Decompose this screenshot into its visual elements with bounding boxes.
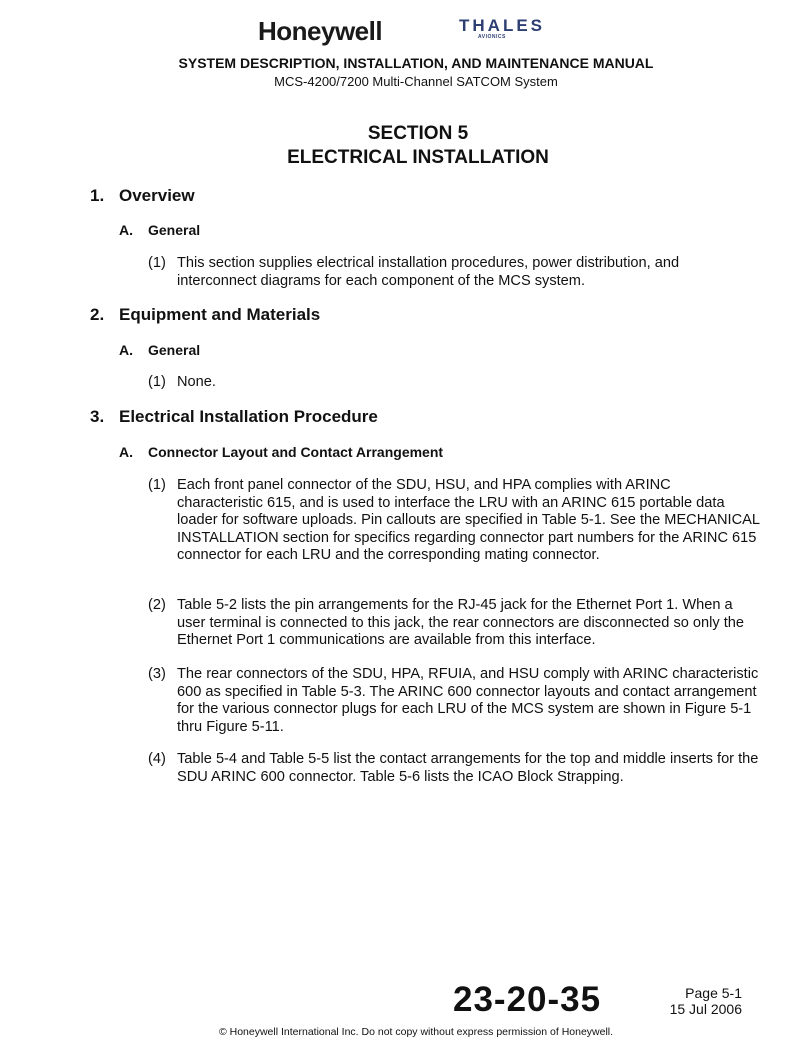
subheading-letter: A.	[119, 444, 133, 460]
paragraph-number: (2)	[148, 597, 166, 613]
heading-text: Equipment and Materials	[119, 305, 321, 324]
subheading-letter: A.	[119, 342, 133, 358]
paragraph-number: (1)	[148, 374, 166, 390]
heading-text: Electrical Installation Procedure	[119, 407, 378, 426]
document-code: 23-20-35	[453, 980, 602, 1019]
subheading-text: General	[148, 222, 201, 238]
page-number: Page 5-1	[685, 985, 742, 1001]
paragraph-text: Table 5-4 and Table 5-5 list the contact arrangements for the top and middle inserts for the SDU ARINC 600 connector. Table 5-6 lists the ICAO Block Strapping.	[177, 751, 759, 785]
heading-number: 2.	[90, 305, 105, 324]
paragraph-overview-1	[148, 255, 760, 290]
paragraph-number: (1)	[148, 255, 166, 271]
subheading-text: General	[148, 342, 201, 358]
honeywell-logo: Honeywell	[258, 16, 383, 46]
thales-logo-subtext: AVIONICS	[478, 34, 506, 40]
manual-subtitle: MCS-4200/7200 Multi-Channel SATCOM System	[274, 74, 558, 89]
subheading-text: Connector Layout and Contact Arrangement	[148, 444, 444, 460]
section-title: ELECTRICAL INSTALLATION	[287, 147, 549, 168]
paragraph-number: (4)	[148, 751, 166, 767]
paragraph-text: The rear connectors of the SDU, HPA, RFUIA, and HSU comply with ARINC characteristic 600 as specified in Table 5-3. The ARINC 600 connector layouts and contact arrangement for the various connector plugs for each LRU of the MCS system are shown in Figure 5-1 thru Figure 5-11.	[177, 666, 759, 735]
manual-title: SYSTEM DESCRIPTION, INSTALLATION, AND MAINTENANCE MANUAL	[178, 55, 654, 71]
copyright-notice: © Honeywell International Inc. Do not copy without express permission of Honeywell.	[218, 1026, 614, 1038]
heading-number: 3.	[90, 407, 105, 426]
paragraph-procedure-4	[148, 751, 760, 786]
heading-text: Overview	[119, 186, 195, 205]
revision-date: 15 Jul 2006	[669, 1001, 742, 1017]
paragraph-text: This section supplies electrical installation procedures, power distribution, and interconnect diagrams for each component of the MCS system.	[177, 255, 680, 289]
paragraph-equipment-1	[148, 374, 760, 392]
heading-number: 1.	[90, 186, 105, 205]
paragraph-procedure-1	[148, 477, 760, 565]
subheading-letter: A.	[119, 222, 133, 238]
paragraph-number: (3)	[148, 666, 166, 682]
section-label: SECTION 5	[367, 123, 469, 144]
paragraph-text: Table 5-2 lists the pin arrangements for the RJ-45 jack for the Ethernet Port 1. When a user terminal is connected to this jack, the rear connectors are disconnected so only the Ethernet Port 1 communications are available from this interface.	[177, 597, 745, 649]
paragraph-text: None.	[177, 374, 216, 390]
thales-logo: THALES	[459, 16, 545, 35]
paragraph-text: Each front panel connector of the SDU, HSU, and HPA complies with ARINC characteristic 615, and is used to interface the LRU with an ARINC 615 portable data loader for software uploads. Pin callouts are specified in Table 5-1. See the MECHANICAL INSTALLATION section for specifics regarding connector part numbers for the ARINC 615 connector for each LRU and the corresponding mating connector.	[177, 477, 760, 564]
paragraph-number: (1)	[148, 477, 166, 493]
paragraph-procedure-2	[148, 597, 760, 650]
paragraph-procedure-3	[148, 666, 760, 736]
